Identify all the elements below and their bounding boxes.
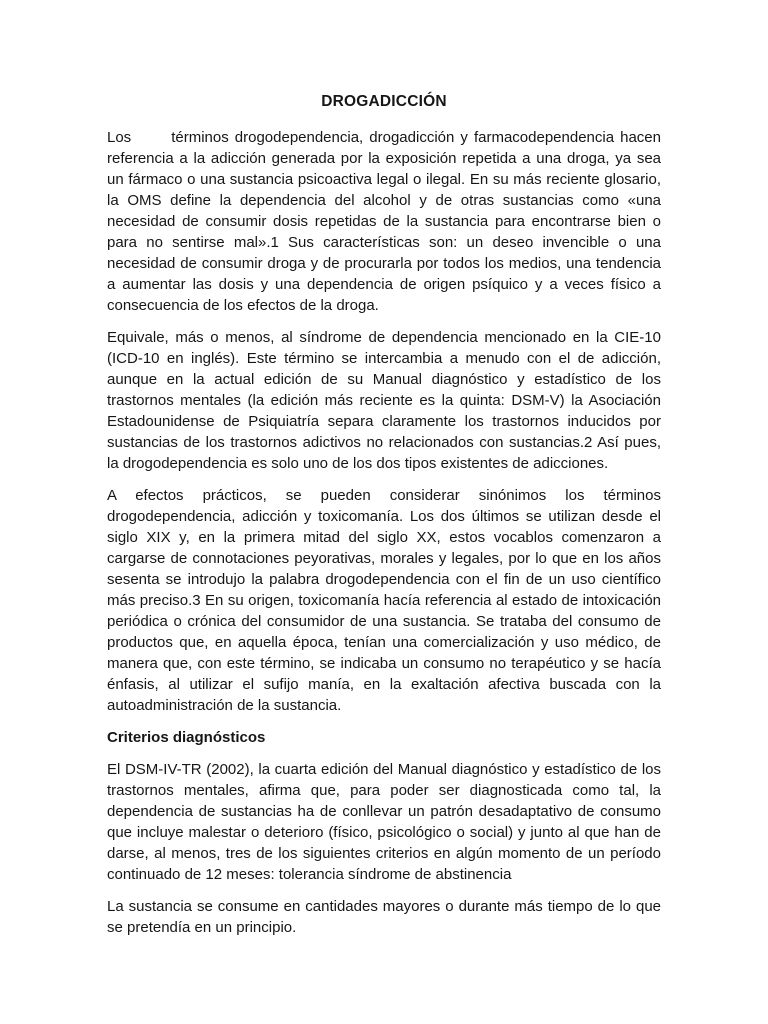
paragraph-dsm-criteria: El DSM-IV-TR (2002), la cuarta edición del Manual diagnóstico y estadístico de los trastornos mentales, afirma que, para poder ser diagnosticada como tal, la dependencia de sustancias ha de conllevar un patrón desadaptativo de consumo que incluye malestar o deterioro (físico, psicológico o social) y junto al que han de darse, al menos, tres de los siguientes criterios en algún momento de un período continuado de 12 meses: tolerancia síndrome de abstinencia	[107, 761, 661, 883]
document-body	[107, 127, 661, 949]
paragraph-intro-lead: Los	[107, 129, 132, 146]
paragraph-equivalence: Equivale, más o menos, al síndrome de dependencia mencionado en la CIE-10 (ICD-10 en inglés). Este término se intercambia a menudo con el de adicción, aunque en la actual edición de su Manual diagnóstico y estadístico de los trastornos mentales (la edición más reciente es la quinta: DSM-V) la Asociación Estadounidense de Psiquiatría separa claramente los trastornos inducidos por sustancias de los trastornos adictivos no relacionados con sustancias.2 Así pues, la drogodependencia es solo uno de los dos tipos existentes de adicciones.	[107, 329, 661, 472]
section-heading-criteria: Criterios diagnósticos	[107, 729, 266, 746]
paragraph-synonyms: A efectos prácticos, se pueden considerar sinónimos los términos drogodependencia, adicción y toxicomanía. Los dos últimos se utilizan desde el siglo XIX y, en la primera mitad del siglo XX, estos vocablos comenzaron a cargarse de connotaciones peyorativas, morales y legales, por lo que en los años sesenta se introdujo la palabra drogodependencia con el fin de un uso científico más preciso.3 En su origen, toxicomanía hacía referencia al estado de intoxicación periódica o crónica del consumidor de una sustancia. Se trataba del consumo de productos que, en aquella época, tenían una comercialización y uso médico, de manera que, con este término, se indicaba un consumo no terapéutico y se hacía énfasis, al utilizar el sufijo manía, en la exaltación afectiva buscada con la autoadministración de la sustancia.	[107, 487, 661, 714]
paragraph-intro	[107, 127, 661, 316]
document-title: DROGADICCIÓN	[321, 93, 447, 110]
paragraph-intro-text: términos drogodependencia, drogadicción y farmacodependencia hacen referencia a la adicción generada por la exposición repetida a una droga, ya sea un fármaco o una sustancia psicoactiva legal o ilegal. En su más reciente glosario, la OMS define la dependencia del alcohol y de otras sustancias como «una necesidad de consumir dosis repetidas de la sustancia para encontrarse bien o para no sentirse mal».1 Sus características son: un deseo invencible o una necesidad de consumir droga y de procurarla por todos los medios, una tendencia a aumentar las dosis y una dependencia de origen psíquico y a veces físico a consecuencia de los efectos de la droga.	[107, 129, 661, 314]
paragraph-quantity: La sustancia se consume en cantidades mayores o durante más tiempo de lo que se pretendía en un principio.	[107, 898, 661, 936]
